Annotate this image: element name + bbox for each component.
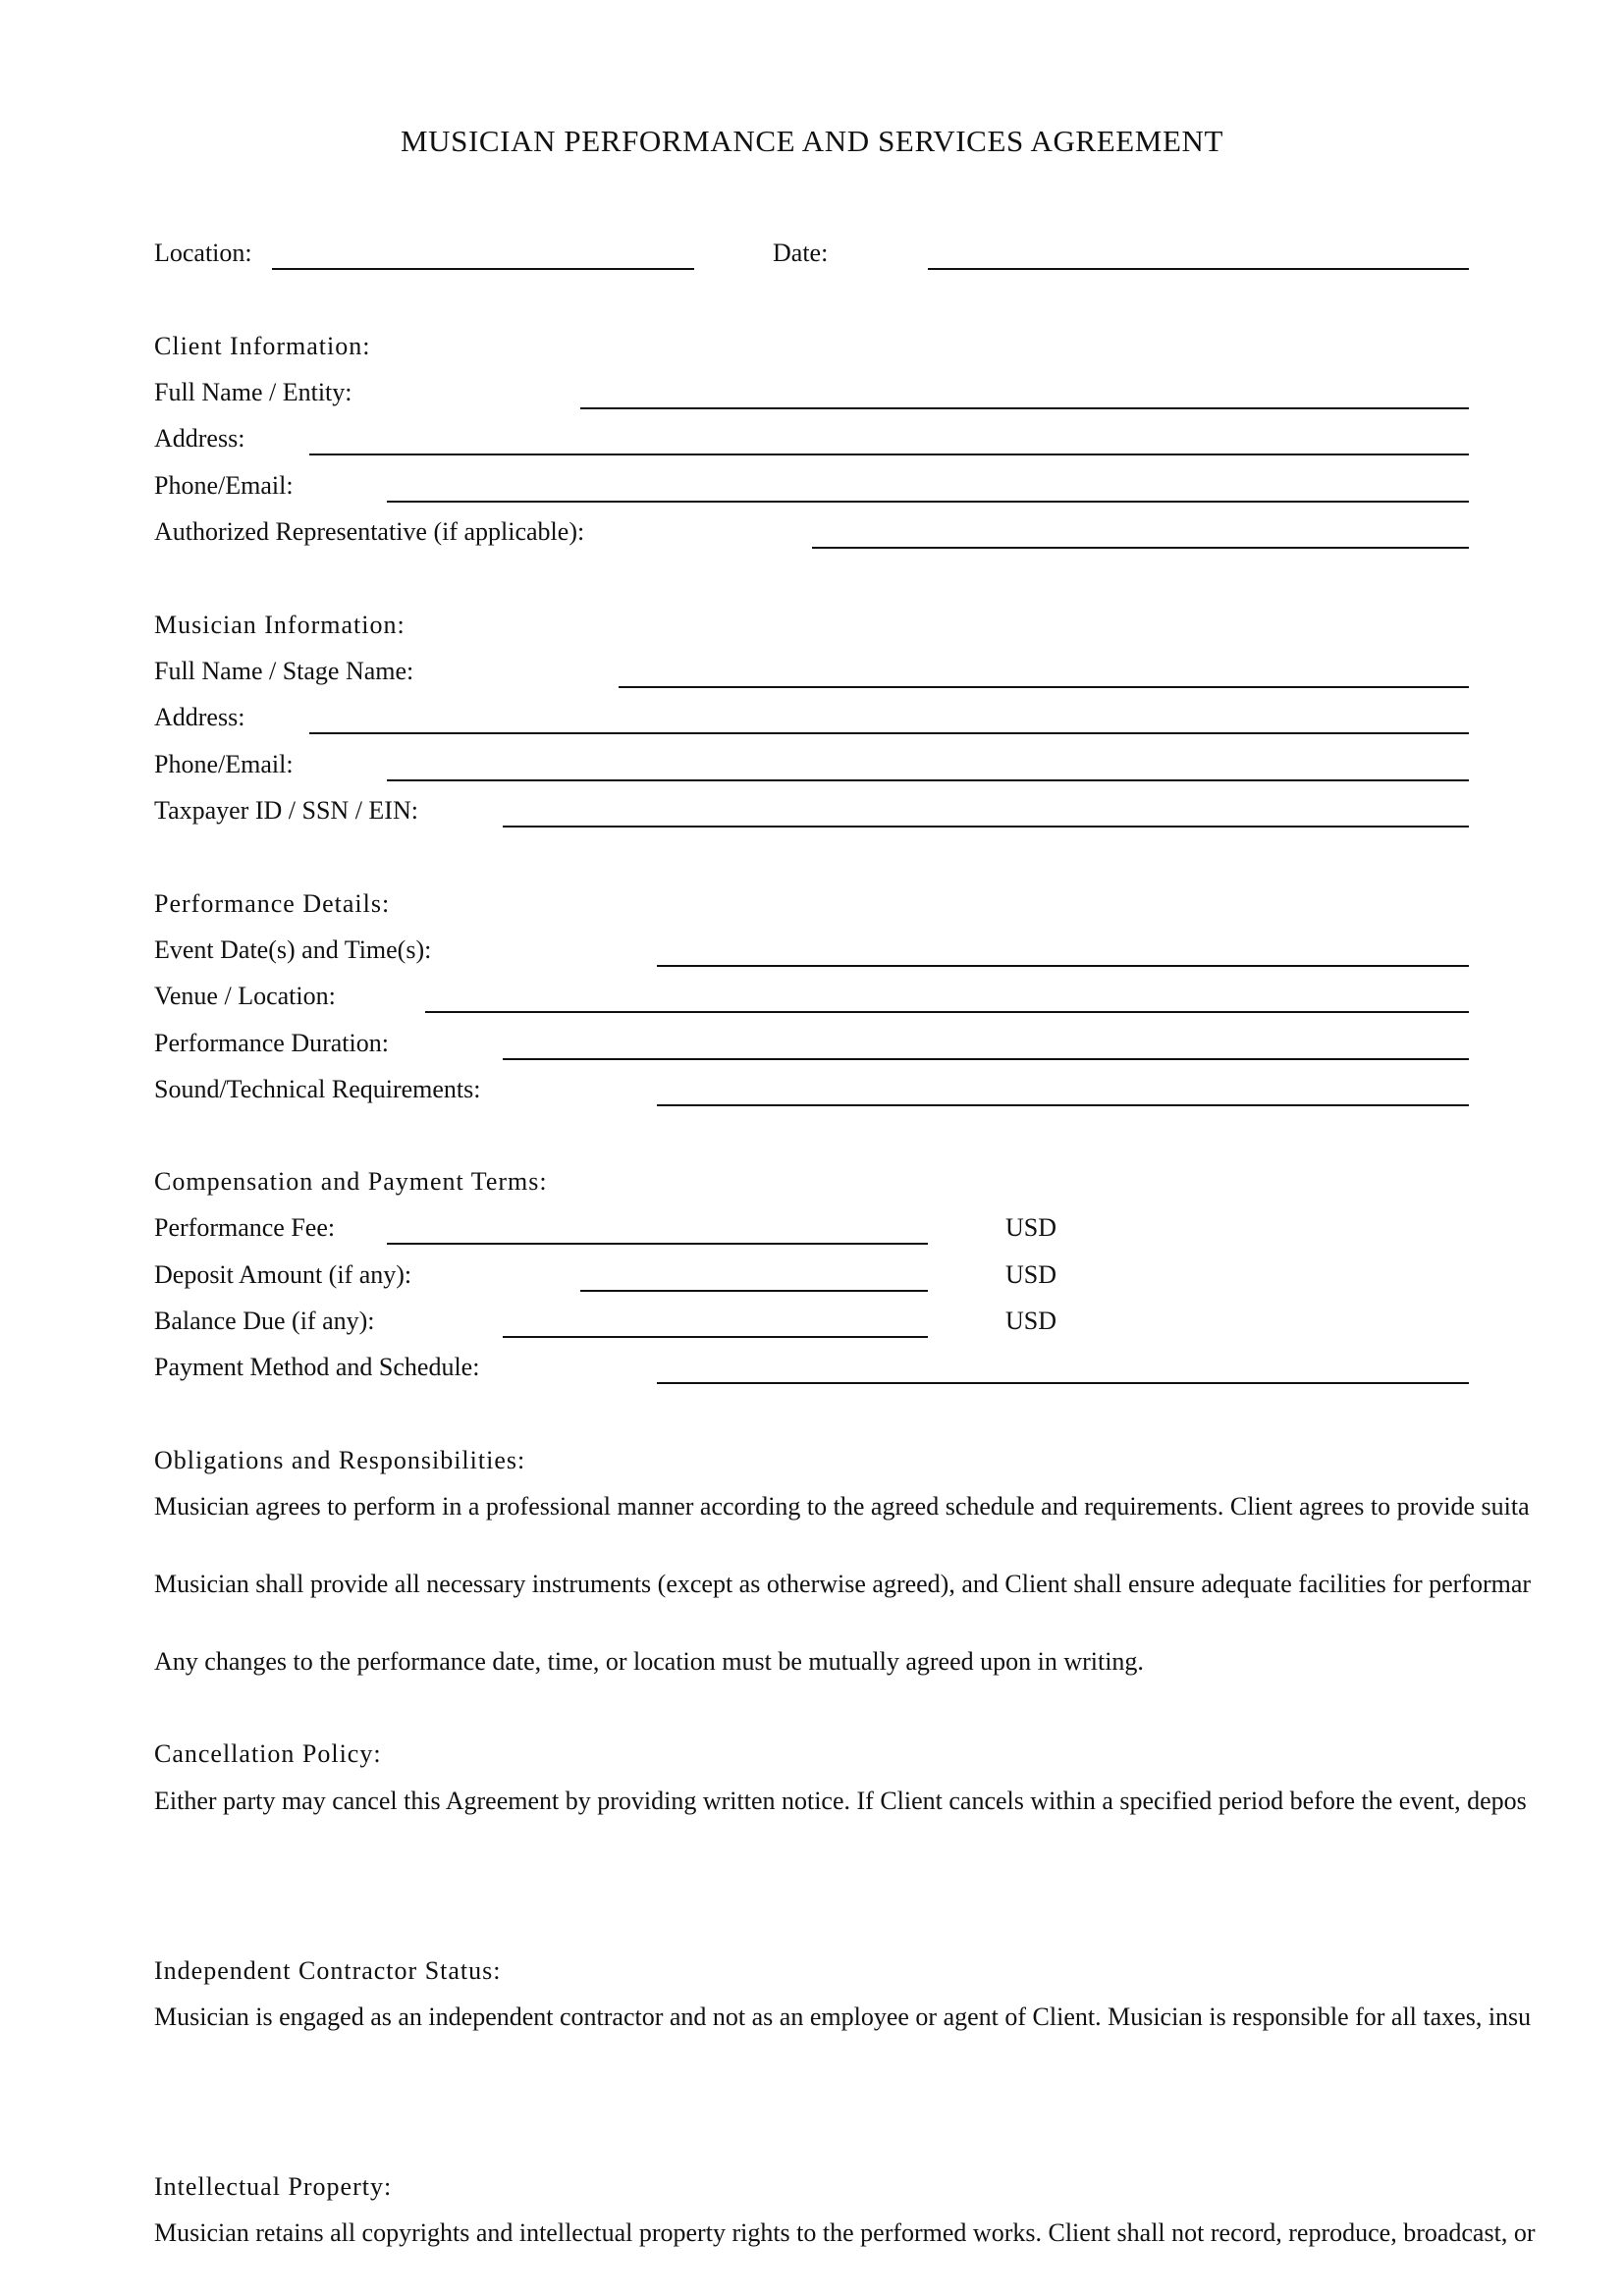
location-field[interactable]: [272, 268, 694, 270]
client-phone-email-field[interactable]: [387, 501, 1469, 503]
compensation-heading: Compensation and Payment Terms:: [154, 1167, 548, 1196]
deposit-amount-label: Deposit Amount (if any):: [154, 1260, 412, 1289]
intellectual-property-paragraph: Musician retains all copyrights and intellectual property rights to the performed works. Client shall not record, reproduce, broadcast, or: [154, 2218, 1536, 2247]
obligations-paragraph-3: Any changes to the performance date, time, or location must be mutually agreed upon in writing.: [154, 1647, 1144, 1676]
cancellation-heading: Cancellation Policy:: [154, 1739, 382, 1768]
balance-due-currency: USD: [1005, 1307, 1057, 1335]
event-date-time-label: Event Date(s) and Time(s):: [154, 935, 432, 964]
obligations-heading: Obligations and Responsibilities:: [154, 1446, 526, 1474]
client-full-name-field[interactable]: [580, 407, 1469, 409]
date-label: Date:: [773, 239, 829, 267]
performance-duration-label: Performance Duration:: [154, 1029, 389, 1057]
obligations-paragraph-1: Musician agrees to perform in a professional manner according to the agreed schedule and requirements. Client agrees to provide suita: [154, 1492, 1530, 1521]
client-information-heading: Client Information:: [154, 332, 371, 360]
sound-technical-label: Sound/Technical Requirements:: [154, 1075, 481, 1103]
musician-full-name-field[interactable]: [619, 686, 1469, 688]
performance-fee-label: Performance Fee:: [154, 1213, 336, 1242]
client-address-label: Address:: [154, 424, 245, 453]
payment-method-field[interactable]: [657, 1382, 1469, 1384]
intellectual-property-heading: Intellectual Property:: [154, 2172, 393, 2201]
performance-fee-field[interactable]: [387, 1243, 928, 1245]
cancellation-paragraph: Either party may cancel this Agreement by providing written notice. If Client cancels within a specified period before the event, depos: [154, 1787, 1527, 1815]
client-full-name-label: Full Name / Entity:: [154, 378, 352, 406]
contractor-status-paragraph: Musician is engaged as an independent contractor and not as an employee or agent of Client. Musician is responsible for all taxes, insu: [154, 2002, 1532, 2031]
balance-due-label: Balance Due (if any):: [154, 1307, 375, 1335]
event-date-time-field[interactable]: [657, 965, 1469, 967]
date-field[interactable]: [928, 268, 1469, 270]
client-phone-email-label: Phone/Email:: [154, 471, 294, 500]
obligations-paragraph-2: Musician shall provide all necessary instruments (except as otherwise agreed), and Client shall ensure adequate facilities for performar: [154, 1570, 1532, 1598]
musician-address-field[interactable]: [309, 732, 1469, 734]
venue-location-field[interactable]: [425, 1011, 1469, 1013]
musician-information-heading: Musician Information:: [154, 611, 406, 639]
client-address-field[interactable]: [309, 454, 1469, 455]
client-representative-label: Authorized Representative (if applicable):: [154, 517, 585, 546]
sound-technical-field[interactable]: [657, 1104, 1469, 1106]
performance-details-heading: Performance Details:: [154, 889, 391, 918]
performance-fee-currency: USD: [1005, 1213, 1057, 1242]
musician-address-label: Address:: [154, 703, 245, 731]
location-label: Location:: [154, 239, 252, 267]
deposit-amount-field[interactable]: [580, 1290, 928, 1292]
musician-phone-email-field[interactable]: [387, 779, 1469, 781]
performance-duration-field[interactable]: [503, 1058, 1469, 1060]
balance-due-field[interactable]: [503, 1336, 928, 1338]
musician-phone-email-label: Phone/Email:: [154, 750, 294, 778]
deposit-amount-currency: USD: [1005, 1260, 1057, 1289]
contractor-status-heading: Independent Contractor Status:: [154, 1956, 502, 1985]
document-title: MUSICIAN PERFORMANCE AND SERVICES AGREEMENT: [400, 124, 1224, 158]
musician-full-name-label: Full Name / Stage Name:: [154, 657, 414, 685]
musician-taxpayer-label: Taxpayer ID / SSN / EIN:: [154, 796, 418, 825]
payment-method-label: Payment Method and Schedule:: [154, 1353, 480, 1381]
venue-location-label: Venue / Location:: [154, 982, 336, 1010]
client-representative-field[interactable]: [812, 547, 1469, 549]
musician-taxpayer-field[interactable]: [503, 826, 1469, 828]
